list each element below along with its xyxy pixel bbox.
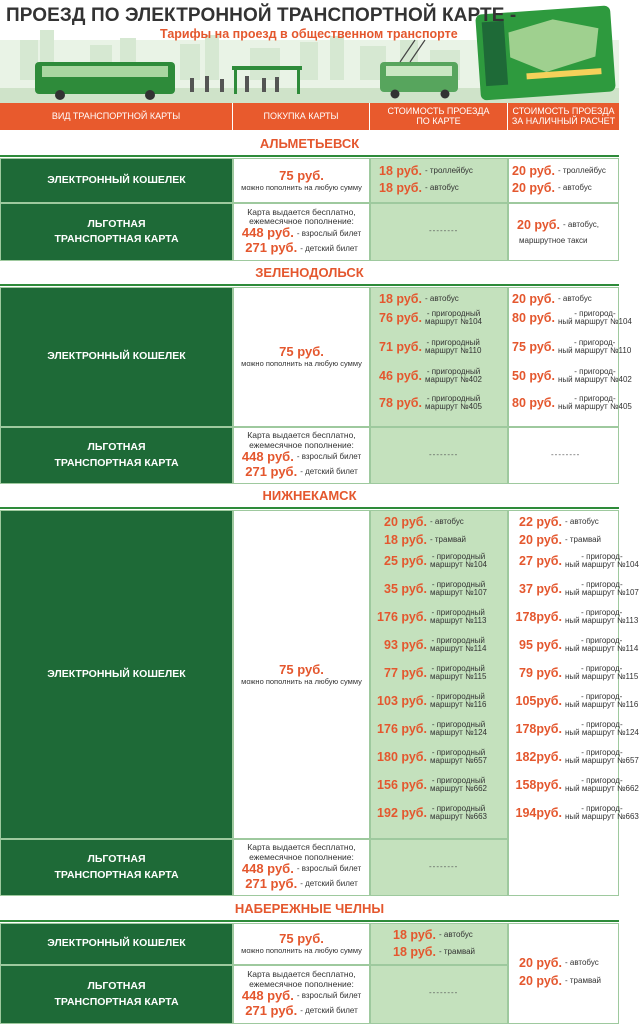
fare-price: 78 руб. bbox=[379, 396, 422, 410]
fare-desc: маршрут bbox=[425, 402, 458, 411]
fare-price: 192 руб. bbox=[377, 806, 427, 820]
fare-desc: ный маршрут bbox=[565, 700, 615, 709]
card-type-label: ТРАНСПОРТНАЯ КАРТА bbox=[54, 868, 179, 881]
fare-desc: - пригородный bbox=[431, 580, 486, 589]
monthly-topup-note: ежемесячное пополнение: bbox=[249, 978, 354, 989]
fare-price: 18 руб. bbox=[393, 945, 436, 959]
fare-price: 95 руб. bbox=[519, 638, 562, 652]
purchase-cell bbox=[233, 510, 370, 839]
fare-desc: - автобус bbox=[425, 183, 459, 192]
card-type-label: ЭЛЕКТРОННЫЙ КОШЕЛЕК bbox=[47, 350, 186, 363]
monthly-topup-note: ежемесячное пополнение: bbox=[249, 216, 354, 227]
cash-fare-cell bbox=[508, 287, 632, 427]
cash-fare-cell bbox=[508, 923, 619, 1024]
row-discount-label bbox=[0, 203, 233, 261]
card-type-label: ТРАНСПОРТНАЯ КАРТА bbox=[54, 995, 179, 1008]
card-type-label: ТРАНСПОРТНАЯ КАРТА bbox=[54, 233, 179, 245]
column-header-label: СТОИМОСТЬ ПРОЕЗДА bbox=[512, 105, 615, 116]
fare-desc: - пригородный bbox=[431, 552, 486, 561]
row-wallet-label bbox=[0, 510, 233, 839]
fare-desc: - пригородный bbox=[426, 309, 481, 318]
card-fare-cell bbox=[370, 965, 508, 1024]
fare-price: 194руб. bbox=[515, 806, 562, 820]
fare-desc: - троллейбус bbox=[558, 166, 606, 175]
fare-desc: маршрут bbox=[430, 700, 463, 709]
fare-desc: - пригород- bbox=[574, 394, 616, 403]
fare-desc: - пригородный bbox=[431, 636, 485, 645]
fare-desc: - пригородный bbox=[426, 394, 481, 403]
route-number: №124 bbox=[465, 728, 488, 737]
fare-desc: ный маршрут bbox=[565, 644, 615, 653]
fare-desc: - пригородный bbox=[431, 692, 485, 701]
route-number: №110 bbox=[460, 346, 482, 355]
cash-fare-cell bbox=[508, 158, 619, 203]
purchase-cell bbox=[233, 158, 370, 203]
fare-desc: - пригородный bbox=[431, 664, 485, 673]
card-price: 75 руб. bbox=[279, 931, 324, 947]
column-header-purchase bbox=[233, 103, 370, 130]
card-fare-cell bbox=[370, 839, 508, 896]
column-header-cash-fare bbox=[508, 103, 619, 130]
card-price: 75 руб. bbox=[279, 167, 324, 183]
card-type-label: ЛЬГОТНАЯ bbox=[87, 980, 146, 993]
fare-desc: ный маршрут bbox=[558, 402, 608, 411]
fare-price: 76 руб. bbox=[379, 311, 422, 325]
fare-desc: маршрут bbox=[430, 812, 463, 821]
page-subtitle: Тарифы на проезд в общественном транспорте bbox=[160, 27, 458, 41]
fare-price: 71 руб. bbox=[379, 340, 422, 354]
fare-desc: - пригород- bbox=[574, 309, 616, 318]
fare-desc: - пригород- bbox=[580, 692, 623, 701]
page-title: ПРОЕЗД ПО ЭЛЕКТРОННОЙ ТРАНСПОРТНОЙ КАРТЕ - bbox=[6, 5, 517, 26]
fare-desc: - пригород- bbox=[581, 748, 623, 757]
card-type-label: ЛЬГОТНАЯ bbox=[87, 217, 146, 230]
fare-desc: - трамвай bbox=[439, 947, 476, 956]
card-fare-cell bbox=[370, 287, 508, 427]
fare-price: 18 руб. bbox=[393, 928, 436, 942]
fare-desc: - трамвай bbox=[565, 535, 602, 544]
fare-desc: маршрут bbox=[430, 588, 463, 597]
fare-price: 176 руб. bbox=[377, 610, 427, 624]
fare-price: 20 руб. bbox=[519, 974, 562, 988]
no-value-dash: -------- bbox=[429, 988, 459, 997]
fare-price: 80 руб. bbox=[512, 396, 555, 410]
topup-note: можно пополнить на любую сумму bbox=[241, 359, 362, 369]
fare-desc: маршрут bbox=[430, 728, 463, 737]
fare-desc: ный маршрут bbox=[565, 784, 615, 793]
fare-price: 35 руб. bbox=[384, 582, 427, 596]
route-number: №657 bbox=[616, 756, 639, 765]
city-title-almetyevsk: АЛЬМЕТЬЕВСК bbox=[259, 136, 360, 151]
city-title-naberezhnye-chelny: НАБЕРЕЖНЫЕ ЧЕЛНЫ bbox=[234, 901, 385, 916]
no-value-dash: -------- bbox=[551, 450, 581, 459]
route-number: №115 bbox=[616, 672, 639, 681]
adult-label: - взрослый билет bbox=[296, 991, 362, 1001]
fare-desc: - пригород- bbox=[581, 776, 623, 785]
fare-price: 18 руб. bbox=[379, 292, 422, 306]
fare-desc: ный маршрут bbox=[558, 346, 608, 355]
city-title-nizhnekamsk: НИЖНЕКАМСК bbox=[262, 488, 357, 503]
fare-desc: - пригород- bbox=[580, 636, 623, 645]
fare-price: 80 руб. bbox=[512, 311, 555, 325]
column-header-card-fare bbox=[370, 103, 508, 130]
card-price: 75 руб. bbox=[279, 661, 324, 677]
child-label: - детский билет bbox=[300, 243, 358, 253]
fare-price: 93 руб. bbox=[384, 638, 427, 652]
child-price: 271 руб. bbox=[245, 1002, 298, 1018]
route-number: №662 bbox=[465, 784, 488, 793]
fare-price: 27 руб. bbox=[519, 554, 562, 568]
fare-desc: ный маршрут bbox=[565, 728, 615, 737]
fare-price: 25 руб. bbox=[384, 554, 427, 568]
route-number: №402 bbox=[609, 375, 632, 384]
column-header-label: ВИД ТРАНСПОРТНОЙ КАРТЫ bbox=[51, 110, 181, 121]
cash-fare-cell bbox=[508, 203, 619, 261]
fare-desc: - пригородный bbox=[431, 748, 486, 757]
fare-price: 20 руб. bbox=[519, 533, 562, 547]
card-type-label: ЛЬГОТНАЯ bbox=[87, 441, 146, 454]
row-wallet-label bbox=[0, 923, 233, 965]
fare-desc: - автобус bbox=[558, 294, 592, 303]
fare-desc: - пригород- bbox=[581, 552, 623, 561]
fare-desc: маршрут bbox=[425, 346, 458, 355]
fare-desc: ный маршрут bbox=[565, 588, 615, 597]
route-number: №110 bbox=[609, 346, 632, 355]
fare-desc: - пригородный bbox=[431, 776, 486, 785]
divider bbox=[0, 507, 619, 509]
fare-price: 158руб. bbox=[515, 778, 562, 792]
fare-desc: маршрут bbox=[430, 644, 463, 653]
free-card-note: Карта выдается бесплатно, bbox=[247, 842, 356, 853]
purchase-cell bbox=[233, 839, 370, 896]
monthly-topup-note: ежемесячное пополнение: bbox=[249, 851, 354, 862]
route-number: №116 bbox=[616, 700, 639, 709]
fare-desc: - пригородный bbox=[426, 338, 480, 347]
fare-desc: ный маршрут bbox=[565, 560, 615, 569]
fare-desc: маршрут bbox=[425, 375, 458, 384]
adult-price: 448 руб. bbox=[241, 987, 294, 1003]
fare-price: 180 руб. bbox=[377, 750, 427, 764]
fare-desc: маршрут bbox=[430, 560, 463, 569]
card-type-label: ТРАНСПОРТНАЯ КАРТА bbox=[54, 456, 179, 469]
fare-price: 20 руб. bbox=[512, 164, 555, 178]
card-fare-cell bbox=[370, 427, 508, 484]
adult-price: 448 руб. bbox=[241, 225, 294, 241]
route-number: №113 bbox=[616, 616, 639, 625]
divider bbox=[0, 284, 619, 286]
fare-desc: маршрут bbox=[430, 616, 463, 625]
column-header-label: ЗА НАЛИЧНЫЙ РАСЧЕТ bbox=[511, 115, 616, 126]
fare-desc: ный маршрут bbox=[565, 672, 615, 681]
column-header-card-type bbox=[0, 103, 233, 130]
fare-price: 50 руб. bbox=[512, 369, 555, 383]
fare-desc: маршрут bbox=[430, 756, 463, 765]
route-number: №104 bbox=[460, 317, 483, 326]
fare-desc: - пригородный bbox=[431, 720, 486, 729]
adult-price: 448 руб. bbox=[241, 448, 294, 464]
fare-desc: - автобус bbox=[439, 930, 473, 939]
fare-price: 37 руб. bbox=[519, 582, 562, 596]
route-number: №107 bbox=[616, 588, 639, 597]
route-number: №662 bbox=[616, 784, 639, 793]
column-header-label: ПОКУПКА КАРТЫ bbox=[263, 110, 339, 121]
fare-desc: маршрутное такси bbox=[519, 236, 588, 245]
free-card-note: Карта выдается бесплатно, bbox=[247, 969, 356, 980]
route-number: №114 bbox=[616, 644, 639, 653]
no-value-dash: -------- bbox=[429, 450, 459, 459]
fare-desc: - автобус bbox=[565, 517, 599, 526]
card-fare-cell bbox=[370, 158, 508, 203]
child-price: 271 руб. bbox=[245, 463, 298, 479]
fare-desc: - пригород- bbox=[581, 720, 623, 729]
column-header-label: СТОИМОСТЬ ПРОЕЗДА bbox=[387, 105, 490, 116]
fare-price: 75 руб. bbox=[512, 340, 555, 354]
no-value-dash: -------- bbox=[429, 862, 459, 871]
fare-price: 77 руб. bbox=[384, 666, 427, 680]
route-number: №663 bbox=[616, 812, 639, 821]
purchase-cell bbox=[233, 965, 370, 1024]
route-number: №104 bbox=[465, 560, 488, 569]
fare-price: 178руб. bbox=[515, 722, 562, 736]
purchase-cell bbox=[233, 287, 370, 427]
fare-price: 20 руб. bbox=[517, 218, 560, 232]
route-number: №663 bbox=[465, 812, 488, 821]
fare-desc: - пригородный bbox=[431, 608, 485, 617]
divider bbox=[0, 155, 619, 157]
fare-desc: - пригород- bbox=[573, 338, 616, 347]
fare-price: 156 руб. bbox=[377, 778, 427, 792]
fare-price: 20 руб. bbox=[519, 956, 562, 970]
route-number: №657 bbox=[465, 756, 488, 765]
route-number: №114 bbox=[465, 644, 487, 653]
child-price: 271 руб. bbox=[245, 875, 298, 891]
route-number: №405 bbox=[460, 402, 483, 411]
card-type-label: ЭЛЕКТРОННЫЙ КОШЕЛЕК bbox=[47, 937, 186, 950]
fare-desc: - пригородный bbox=[426, 367, 481, 376]
monthly-topup-note: ежемесячное пополнение: bbox=[249, 439, 354, 450]
fare-price: 79 руб. bbox=[519, 666, 562, 680]
fare-desc: - автобус, bbox=[563, 220, 599, 229]
fare-desc: - автобус bbox=[430, 517, 464, 526]
adult-label: - взрослый билет bbox=[296, 864, 362, 874]
fare-desc: маршрут bbox=[430, 672, 463, 681]
cash-fare-cell bbox=[508, 510, 639, 896]
child-price: 271 руб. bbox=[245, 240, 298, 256]
fare-desc: ный маршрут bbox=[565, 756, 615, 765]
fare-price: 176 руб. bbox=[377, 722, 427, 736]
child-label: - детский билет bbox=[300, 467, 358, 477]
card-fare-cell bbox=[370, 510, 508, 839]
fare-desc: - пригород- bbox=[581, 580, 623, 589]
fare-price: 46 руб. bbox=[379, 369, 422, 383]
topup-note: можно пополнить на любую сумму bbox=[241, 676, 362, 686]
route-number: №104 bbox=[609, 317, 632, 326]
fare-price: 182руб. bbox=[515, 750, 562, 764]
purchase-cell bbox=[233, 203, 370, 261]
route-number: №113 bbox=[465, 616, 487, 625]
card-type-label: ЛЬГОТНАЯ bbox=[87, 853, 146, 866]
no-value-dash: -------- bbox=[429, 226, 459, 235]
row-discount-label bbox=[0, 839, 233, 896]
row-discount-label bbox=[0, 427, 233, 484]
card-fare-cell bbox=[370, 203, 508, 261]
route-number: №402 bbox=[460, 375, 483, 384]
route-number: №104 bbox=[616, 560, 639, 569]
fare-desc: - автобус bbox=[558, 183, 592, 192]
card-type-label: ЭЛЕКТРОННЫЙ КОШЕЛЕК bbox=[47, 667, 186, 680]
adult-label: - взрослый билет bbox=[296, 228, 362, 238]
fare-price: 18 руб. bbox=[379, 181, 422, 195]
fare-desc: - пригород- bbox=[581, 804, 623, 813]
fare-price: 18 руб. bbox=[384, 533, 427, 547]
route-number: №405 bbox=[609, 402, 632, 411]
row-wallet-label bbox=[0, 158, 233, 203]
fare-desc: - троллейбус bbox=[425, 166, 473, 175]
purchase-cell bbox=[233, 427, 370, 484]
adult-label: - взрослый билет bbox=[296, 452, 362, 462]
fare-price: 18 руб. bbox=[379, 164, 422, 178]
fare-desc: - трамвай bbox=[565, 976, 602, 985]
fare-desc: ный маршрут bbox=[558, 375, 608, 384]
card-price: 75 руб. bbox=[279, 344, 324, 360]
card-type-label: ЭЛЕКТРОННЫЙ КОШЕЛЕК bbox=[47, 173, 186, 186]
fare-desc: маршрут bbox=[430, 784, 463, 793]
fare-desc: ный маршрут bbox=[558, 317, 608, 326]
free-card-note: Карта выдается бесплатно, bbox=[247, 206, 356, 217]
divider bbox=[0, 920, 619, 922]
fare-desc: - автобус bbox=[565, 958, 599, 967]
column-header-label: ПО КАРТЕ bbox=[416, 115, 461, 126]
adult-price: 448 руб. bbox=[241, 860, 294, 876]
fare-desc: - пригородный bbox=[431, 804, 486, 813]
city-title-zelenodolsk: ЗЕЛЕНОДОЛЬСК bbox=[255, 265, 364, 280]
fare-price: 20 руб. bbox=[512, 181, 555, 195]
fare-desc: - пригород- bbox=[574, 367, 616, 376]
fare-desc: - пригород- bbox=[580, 608, 623, 617]
topup-note: можно пополнить на любую сумму bbox=[241, 182, 362, 192]
topup-note: можно пополнить на любую сумму bbox=[241, 946, 362, 956]
route-number: №115 bbox=[465, 672, 487, 681]
fare-desc: - автобус bbox=[425, 294, 459, 303]
fare-desc: ный маршрут bbox=[565, 812, 615, 821]
row-wallet-label bbox=[0, 287, 233, 427]
fare-price: 22 руб. bbox=[519, 515, 562, 529]
fare-price: 20 руб. bbox=[384, 515, 427, 529]
fare-price: 20 руб. bbox=[512, 292, 555, 306]
fare-price: 105руб. bbox=[515, 694, 562, 708]
fare-desc: - пригород- bbox=[580, 664, 623, 673]
fare-price: 178руб. bbox=[515, 610, 562, 624]
purchase-cell bbox=[233, 923, 370, 965]
free-card-note: Карта выдается бесплатно, bbox=[247, 430, 356, 441]
card-fare-cell bbox=[370, 923, 508, 965]
route-number: №116 bbox=[465, 700, 487, 709]
fare-desc: ный маршрут bbox=[565, 616, 615, 625]
cash-fare-cell bbox=[508, 427, 619, 484]
route-number: №124 bbox=[616, 728, 639, 737]
fare-price: 103 руб. bbox=[377, 694, 427, 708]
row-discount-label bbox=[0, 965, 233, 1024]
banner bbox=[0, 0, 619, 103]
fare-desc: маршрут bbox=[425, 317, 458, 326]
fare-desc: - трамвай bbox=[430, 535, 467, 544]
child-label: - детский билет bbox=[300, 879, 358, 889]
child-label: - детский билет bbox=[300, 1006, 358, 1016]
route-number: №107 bbox=[465, 588, 488, 597]
